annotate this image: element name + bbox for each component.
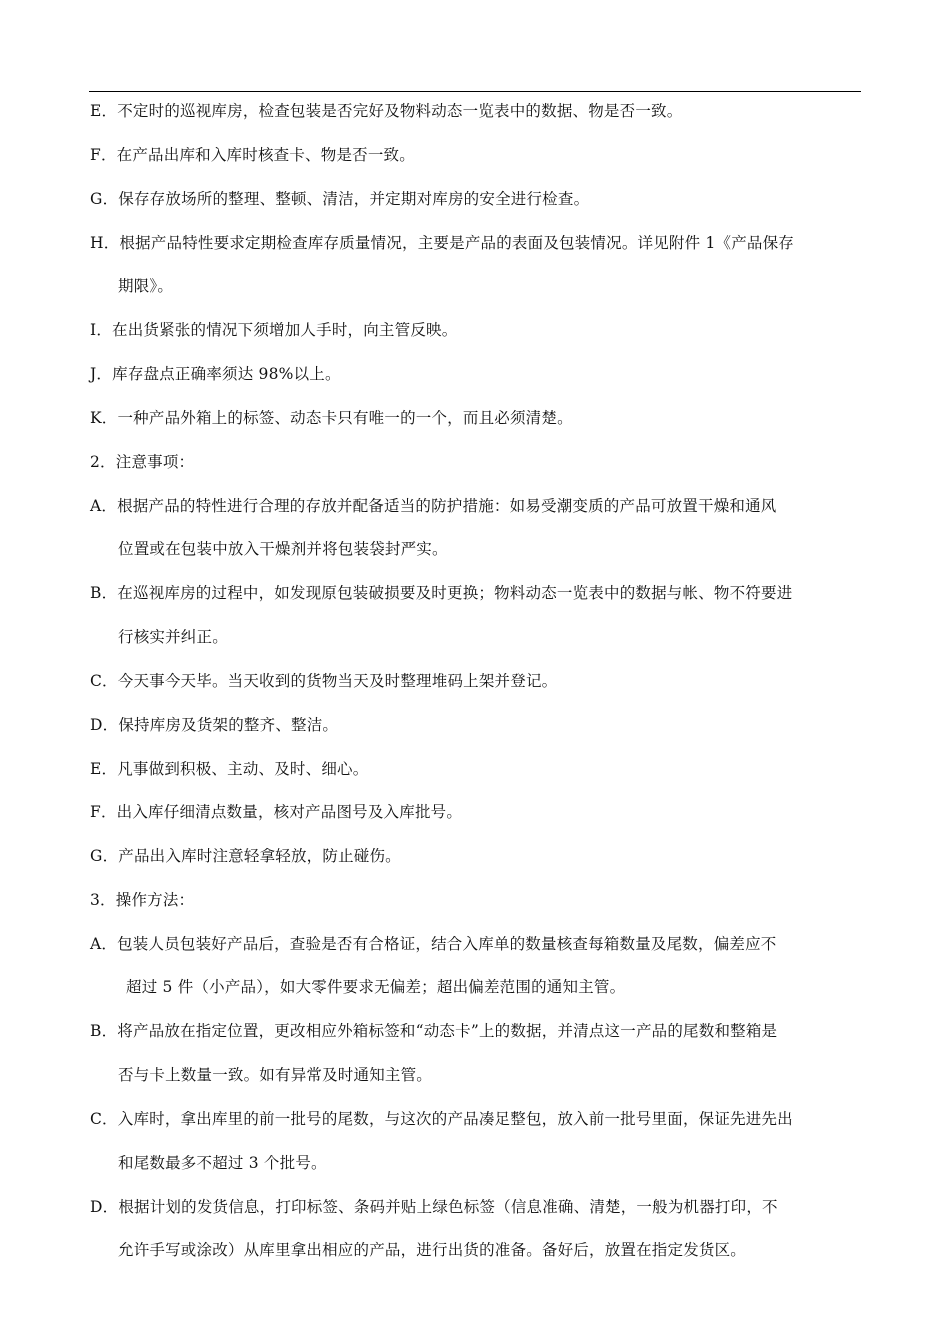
text-line: G．产品出入库时注意轻拿轻放，防止碰伤。: [90, 847, 401, 865]
text-line: H．根据产品特性要求定期检查库存质量情况，主要是产品的表面及包装情况。详见附件 1《产品保存: [90, 234, 795, 252]
text-line: A．包装人员包装好产品后，查验是否有合格证，结合入库单的数量核查每箱数量及尾数，偏差应不: [90, 935, 777, 953]
text-line: E．不定时的巡视库房，检查包装是否完好及物料动态一览表中的数据、物是否一致。: [90, 102, 683, 120]
text-line: E．凡事做到积极、主动、及时、细心。: [90, 760, 369, 778]
text-line: 2．注意事项：: [90, 453, 195, 471]
header-rule: [89, 91, 861, 92]
text-line: 位置或在包装中放入干燥剂并将包装袋封严实。: [118, 540, 448, 558]
text-line: 允许手写或涂改）从库里拿出相应的产品，进行出货的准备。备好后，放置在指定发货区。: [118, 1241, 747, 1259]
text-line: D．根据计划的发货信息，打印标签、条码并贴上绿色标签（信息准确、清楚，一般为机器打印，不: [90, 1198, 778, 1216]
text-line: C．今天事今天毕。当天收到的货物当天及时整理堆码上架并登记。: [90, 672, 558, 690]
text-line: 行核实并纠正。: [118, 628, 228, 646]
text-line: K．一种产品外箱上的标签、动态卡只有唯一的一个，而且必须清楚。: [90, 409, 573, 427]
text-line: B．将产品放在指定位置，更改相应外箱标签和“动态卡”上的数据，并清点这一产品的尾数和整箱是: [90, 1022, 778, 1040]
text-line: 超过 5 件（小产品），如大零件要求无偏差；超出偏差范围的通知主管。: [126, 978, 626, 996]
text-line: 和尾数最多不超过 3 个批号。: [118, 1154, 327, 1172]
text-line: D．保持库房及货架的整齐、整洁。: [90, 716, 339, 734]
text-line: 3．操作方法：: [90, 891, 195, 909]
text-line: F．在产品出库和入库时核查卡、物是否一致。: [90, 146, 415, 164]
text-line: I．在出货紧张的情况下须增加人手时，向主管反映。: [90, 321, 458, 339]
text-line: 否与卡上数量一致。如有异常及时通知主管。: [118, 1066, 433, 1084]
text-line: A．根据产品的特性进行合理的存放并配备适当的防护措施：如易受潮变质的产品可放置干燥和通风: [90, 497, 777, 515]
text-line: 期限》。: [118, 277, 174, 295]
text-line: J．库存盘点正确率须达 98%以上。: [90, 365, 341, 383]
text-line: C．入库时，拿出库里的前一批号的尾数，与这次的产品凑足整包，放入前一批号里面，保证先进先出: [90, 1110, 793, 1128]
text-line: F．出入库仔细清点数量，核对产品图号及入库批号。: [90, 803, 463, 821]
text-line: B．在巡视库房的过程中，如发现原包装破损要及时更换；物料动态一览表中的数据与帐、物不符要进: [90, 584, 793, 602]
text-line: G．保存存放场所的整理、整顿、清洁，并定期对库房的安全进行检查。: [90, 190, 590, 208]
